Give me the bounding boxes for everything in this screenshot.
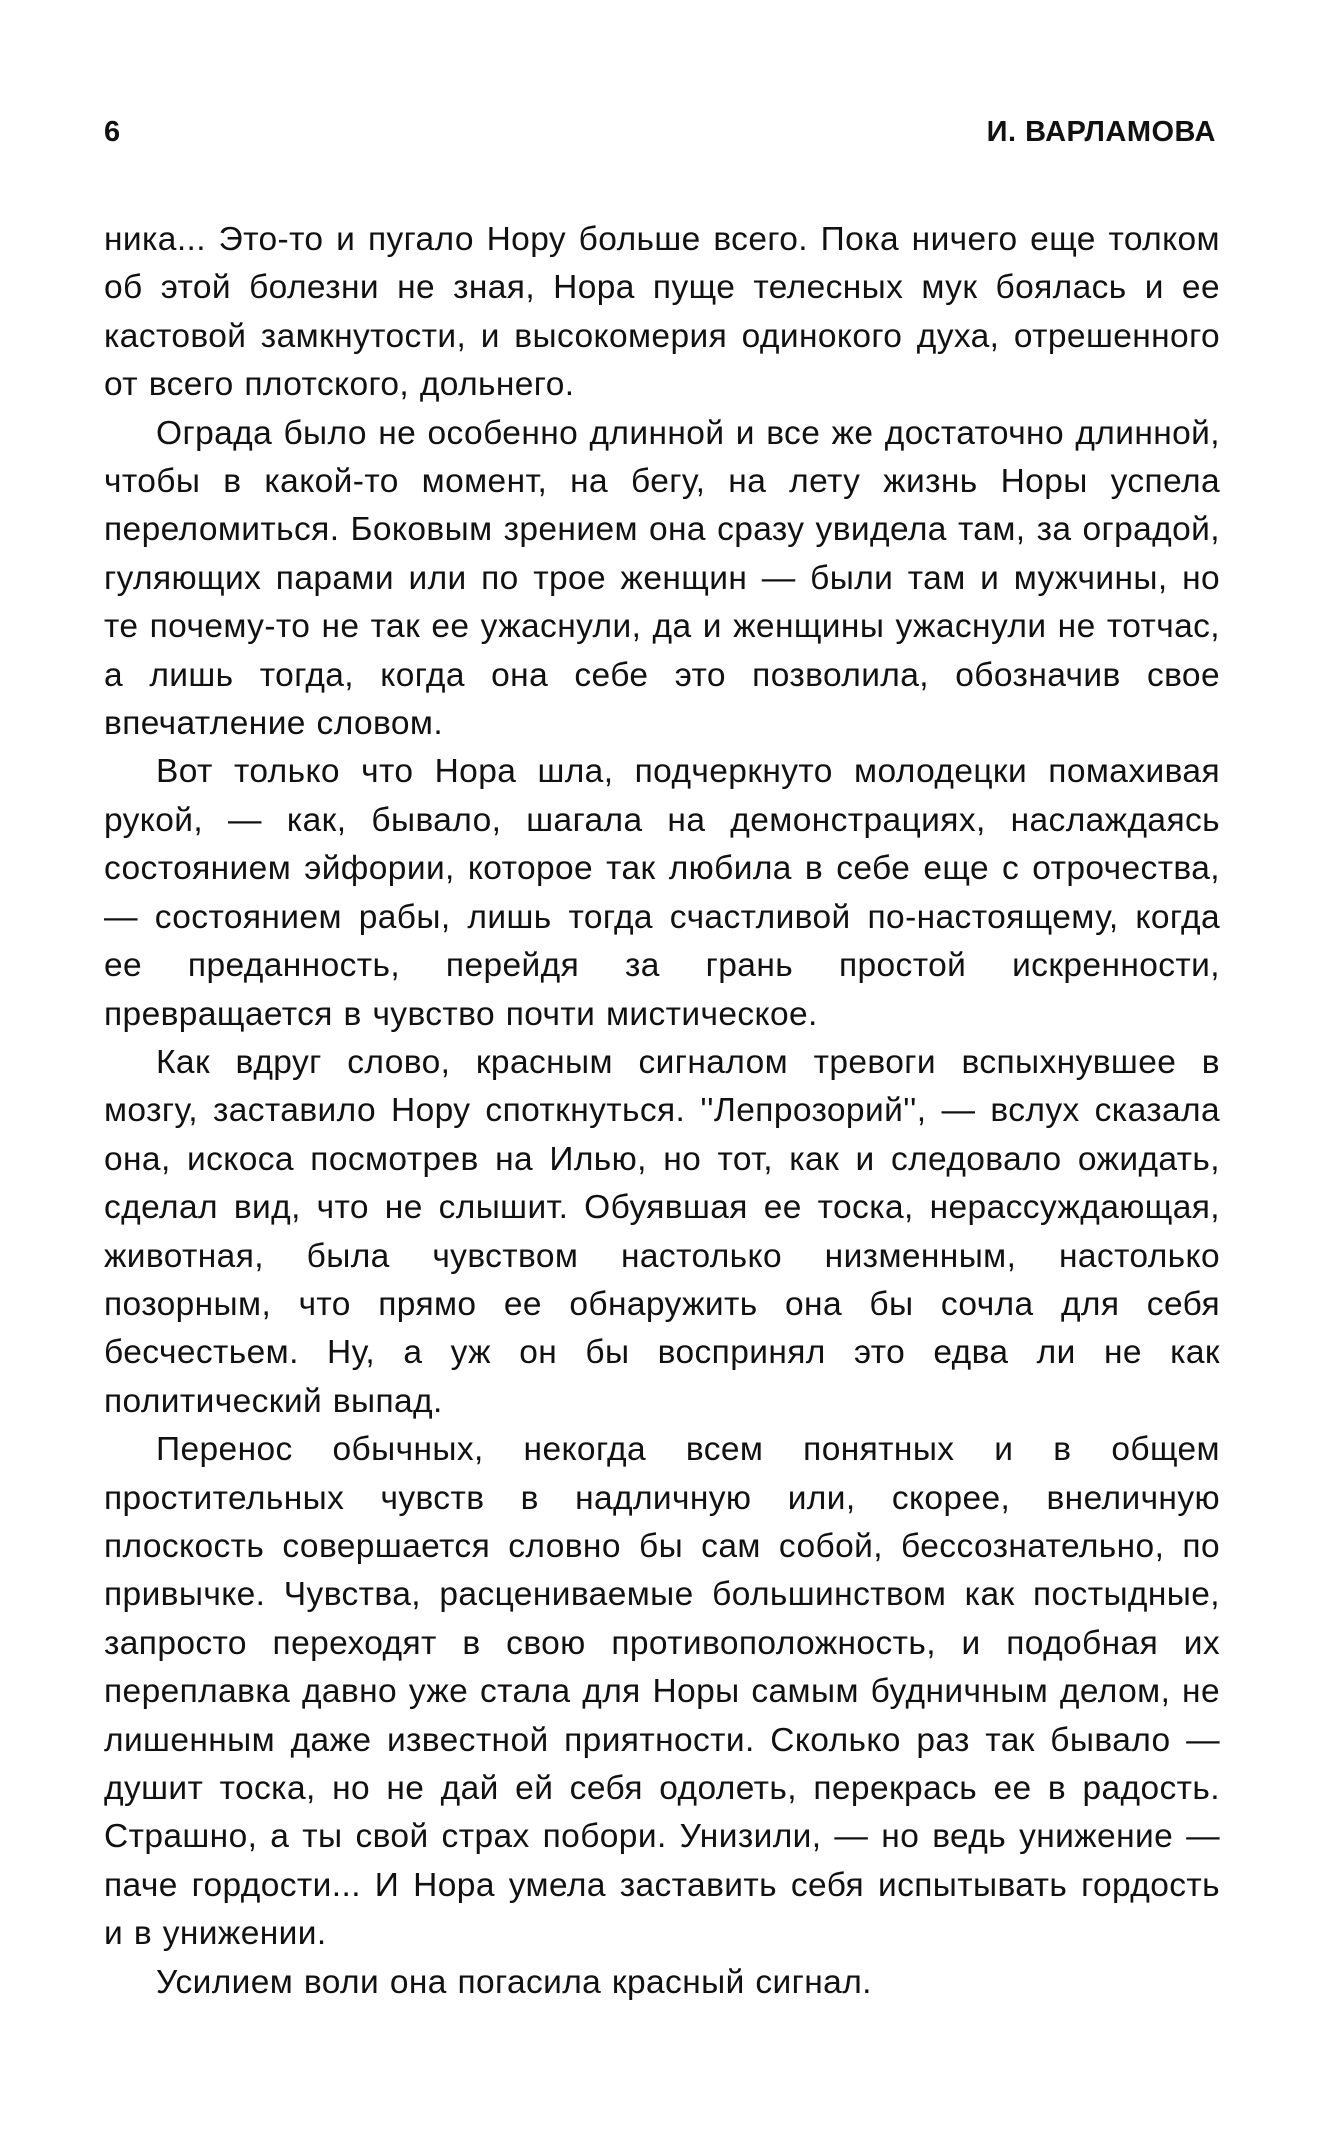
paragraph: Перенос обычных, некогда всем понятных и в общем простительных чувств в надличную или, скорее, внеличную плоскость совершается словно бы сам собой, бессознательно, по привычке. Чувства, расцениваемые большинством как постыдные, запросто переходят в свою противоположность, и подобная их переплавка давно уже стала для Норы самым будничным делом, не лишенным даже известной приятности. Сколько раз так бывало — душит тоска, но не дай ей себя одолеть, перекрась ее в радость. Страшно, а ты свой страх побори. Унизили, — но ведь унижение — паче гордости... И Нора умела заставить себя испытывать гордость и в унижении. (104, 1431, 1220, 1953)
running-head-author: И. ВАРЛАМОВА (986, 116, 1216, 148)
paragraph: Вот только что Нора шла, подчеркнуто молодецки помахивая рукой, — как, бывало, шагала на демонстрациях, наслаждаясь состоянием эйфории, которое так любила в себе еще с отрочества, — состоянием рабы, лишь тогда счастливой по-настоящему, когда ее преданность, перейдя за грань простой искренности, превращается в чувство почти мистическое. (104, 753, 1220, 1033)
paragraph-continued: ника... Это-то и пугало Нору больше всего. Пока ничего еще толком об этой болезни не зная, Нора пуще телесных мук боялась и ее кастовой замкнутости, и высокомерия одинокого духа, отрешенного от всего плотского, дольнего. (104, 221, 1220, 404)
running-head (104, 112, 1216, 152)
paragraph: Ограда было не особенно длинной и все же достаточно длинной, чтобы в какой-то момент, на бегу, на лету жизнь Норы успела переломиться. Боковым зрением она сразу увидела там, за оградой, гуляющих парами или по трое женщин — были там и мужчины, но те почему-то не так ее ужаснули, да и женщины ужаснули не тотчас, а лишь тогда, когда она себе это позволила, обозначив свое впечатление словом. (104, 414, 1220, 743)
page-number: 6 (104, 116, 121, 148)
paragraph: Как вдруг слово, красным сигналом тревоги вспыхнувшее в мозгу, заставило Нору споткнуться. ''Лепрозорий'', — вслух сказала она, искоса посмотрев на Илью, но тот, как и следовало ожидать, сделал вид, что не слышит. Обуявшая ее тоска, нерассуждающая, животная, была чувством настолько низменным, настолько позорным, что прямо ее обнаружить она бы сочла для себя бесчестьем. Ну, а уж он бы воспринял это едва ли не как политический выпад. (104, 1043, 1220, 1420)
paragraph: Усилием воли она погасила красный сигнал. (156, 1963, 872, 2001)
body-text (104, 216, 1220, 2007)
